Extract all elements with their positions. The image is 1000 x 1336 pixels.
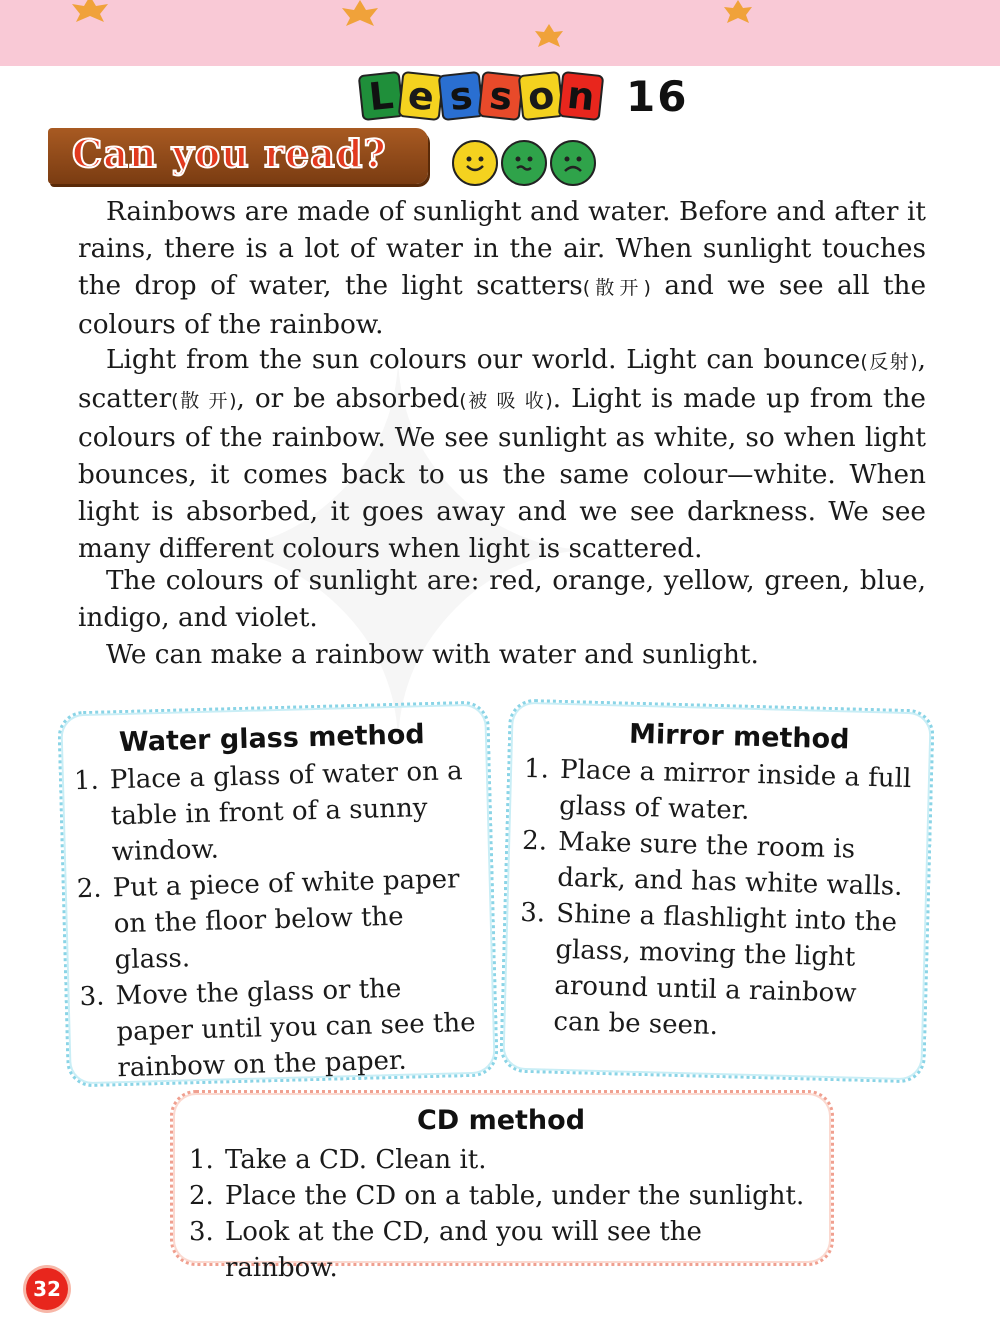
lesson-heading [360,70,688,122]
paragraph-1: Rainbows are made of sunlight and water. Before and after it rains, there is a lot of water in the air. When sunlight touches the drop of water, the light scatters(散开) and we see all the colours of the rainbow. [78,197,927,340]
mirror-method-title: Mirror method [628,718,850,756]
list-item: 3. Shine a flashlight into the glass, moving the light around until a rainbow can be seen. [519,897,898,1042]
rating-faces [452,140,596,186]
leaf-icon [533,22,565,50]
lesson-letter-tile: L [358,71,405,121]
list-item: 2. Make sure the room is dark, and has white walls. [521,825,903,902]
lesson-letter-tile: s [438,71,485,121]
neutral-face-icon[interactable] [501,140,547,186]
paragraph-2: Light from the sun colours our world. Light can bounce(反射), scatter(散 开), or be absorbed(被 吸 收). Light is made up from the colours of the rainbow. We see sunlight as white, so when light bounces, it comes back to us the same colour—white. When light is absorbed, it goes away and we see darkness. We see many different colours when light is scattered. [78,345,926,564]
list-item: 1. Take a CD. Clean it. [189,1145,487,1175]
water-glass-method-title: Water glass method [118,719,426,759]
cd-steps [189,1142,813,1286]
leaf-icon [722,0,754,26]
lesson-letter-tile: s [478,71,525,121]
page-number: 32 [26,1268,68,1310]
mirror-method-card [499,698,935,1083]
cd-method-title: CD method [416,1105,586,1136]
section-banner-text: Can you read? [72,131,387,176]
lesson-word [360,73,600,119]
water-glass-method-card [57,700,499,1087]
sad-face-icon[interactable] [550,140,596,186]
leaf-icon [338,0,382,28]
leaf-icon [70,0,110,24]
mirror-steps [517,751,914,1049]
smiley-face-icon[interactable] [452,140,498,186]
lesson-number: 16 [626,71,689,121]
list-item: 1. Place a glass of water on a table in front of a sunny window. [73,756,463,868]
paragraph-3: The colours of sunlight are: red, orange, yellow, green, blue, indigo, and violet. [78,566,926,633]
lesson-letter-tile: e [398,71,445,121]
list-item: 3. Look at the CD, and you will see the rainbow. [189,1217,702,1283]
cd-method-card [170,1090,834,1283]
list-item: 3. Move the glass or the paper until you can see the rainbow on the paper. [79,973,476,1084]
lesson-letter-tile: n [558,71,605,121]
list-item: 2. Put a piece of white paper on the floor below the glass. [76,864,460,976]
list-item: 1. Place a mirror inside a full glass of water. [523,753,912,826]
list-item: 2. Place the CD on a table, under the sunlight. [189,1181,805,1211]
paragraph-4: We can make a rainbow with water and sunlight. [106,640,759,670]
lesson-letter-tile: o [518,71,565,121]
water-glass-steps [74,753,478,1087]
top-decorative-band [0,0,1000,66]
